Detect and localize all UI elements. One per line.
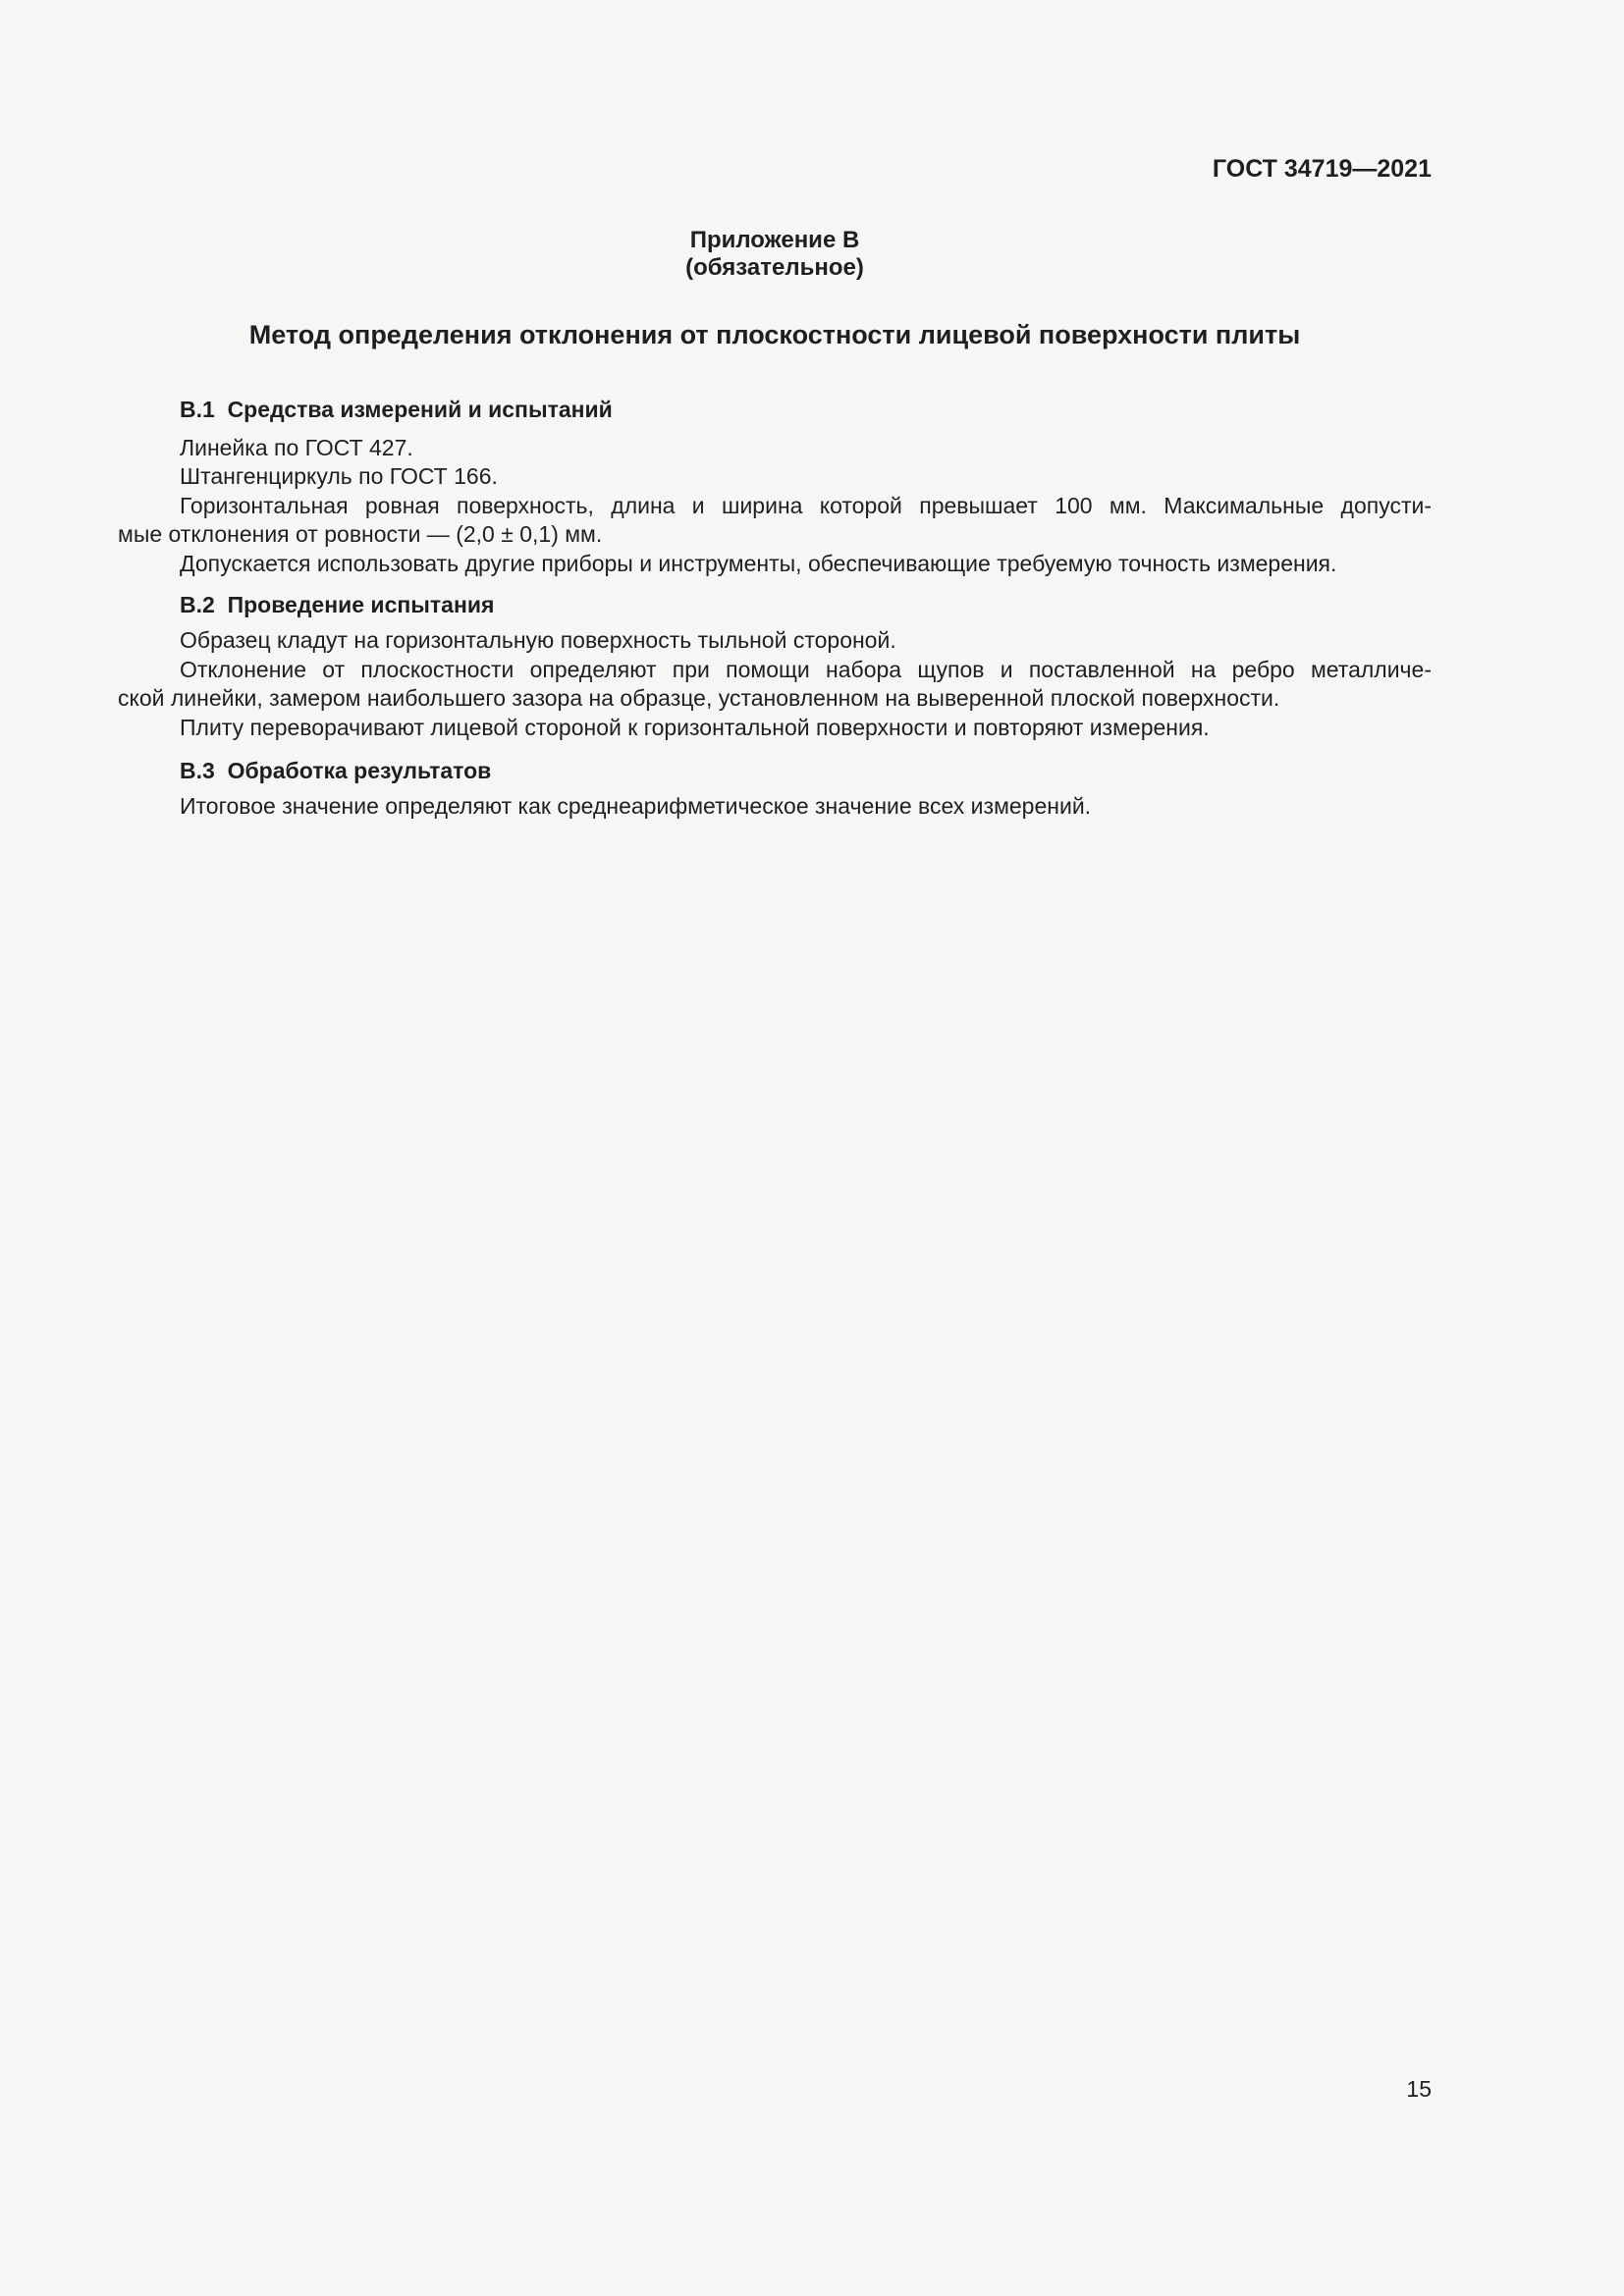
paragraph <box>118 656 1432 714</box>
paragraph-line: мые отклонения от ровности — (2,0 ± 0,1) мм. <box>118 521 603 547</box>
paragraph-line: Допускается использовать другие приборы и инструменты, обеспечивающие требуемую точность измерения. <box>180 550 1337 576</box>
paragraph-line: Итоговое значение определяют как среднеарифметическое значение всех измерений. <box>180 793 1092 819</box>
paragraph <box>118 550 1432 579</box>
section-heading-b1: В.1 Средства измерений и испытаний <box>180 397 613 422</box>
paragraph <box>118 462 1432 492</box>
paragraph <box>118 434 1432 463</box>
section-heading-b2: В.2 Проведение испытания <box>180 591 495 617</box>
paragraph-line: Штангенциркуль по ГОСТ 166. <box>180 463 498 489</box>
paragraph <box>118 492 1432 550</box>
page-content <box>118 0 1432 822</box>
paragraph-line: Плиту переворачивают лицевой стороной к горизонтальной поверхности и повторяют измерения. <box>180 714 1210 740</box>
appendix-label: Приложение В <box>689 227 860 253</box>
appendix-block <box>118 227 1432 282</box>
appendix-type-note: (обязательное) <box>685 254 864 281</box>
paragraph-line: Горизонтальная ровная поверхность, длина и ширина которой превышает 100 мм. Максимальные допусти- <box>180 492 1432 518</box>
paragraph-line: Образец кладут на горизонтальную поверхность тыльной стороной. <box>180 627 896 653</box>
page-number: 15 <box>1406 2076 1432 2102</box>
doc-number-header: ГОСТ 34719—2021 <box>1212 155 1432 183</box>
paragraph <box>118 626 1432 656</box>
paragraph-line: Линейка по ГОСТ 427. <box>180 434 413 460</box>
paragraph-line: Отклонение от плоскостности определяют при помощи набора щупов и поставленной на ребро металличе- <box>180 656 1432 682</box>
paragraph <box>118 792 1432 822</box>
section-heading-b3: В.3 Обработка результатов <box>180 757 492 783</box>
page-title: Метод определения отклонения от плоскостности лицевой поверхности плиты <box>248 320 1301 349</box>
paragraph <box>118 714 1432 743</box>
paragraph-line: ской линейки, замером наибольшего зазора на образце, установленном на выверенной плоской поверхности. <box>118 685 1280 711</box>
